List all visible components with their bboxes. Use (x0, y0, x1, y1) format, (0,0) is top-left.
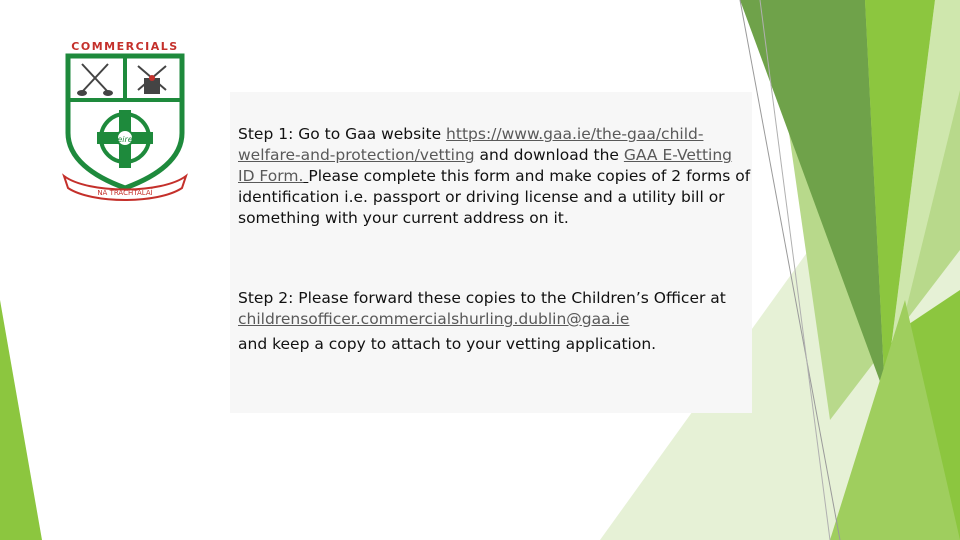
bg-bottom-left-triangle (0, 300, 42, 540)
step1-rest: Please complete this form and make copies of 2 forms of identification i.e. passport or driving license and a utility bill or something with your current address on it. (238, 167, 751, 227)
club-crest-logo (58, 38, 192, 204)
crest-club-name: COMMERCIALS (71, 40, 179, 53)
vetting-website-link[interactable]: https://www.gaa.ie/the-gaa/child-welfare-and-protection/vetting (238, 125, 704, 164)
crest-center-text: eire (117, 135, 133, 144)
step1-prefix: Step 1: Go to Gaa website (238, 125, 447, 143)
step1-mid: and download the (474, 146, 624, 164)
crest-motto: NA TRÁCHTÁLAÍ (97, 189, 153, 197)
step2-suffix: and keep a copy to attach to your vetting application. (238, 335, 657, 353)
step1-paragraph (238, 124, 753, 229)
evetting-id-form-link[interactable]: GAA E-Vetting ID Form. (238, 146, 733, 185)
step2-paragraph (238, 288, 753, 355)
step2-prefix: Step 2: Please forward these copies to the Children’s Officer at (238, 289, 726, 307)
crest-graphic (58, 38, 192, 204)
childrens-officer-email-link[interactable]: childrensofficer.commercialshurling.dublin@gaa.ie (238, 310, 630, 328)
instructions-box (230, 92, 752, 413)
